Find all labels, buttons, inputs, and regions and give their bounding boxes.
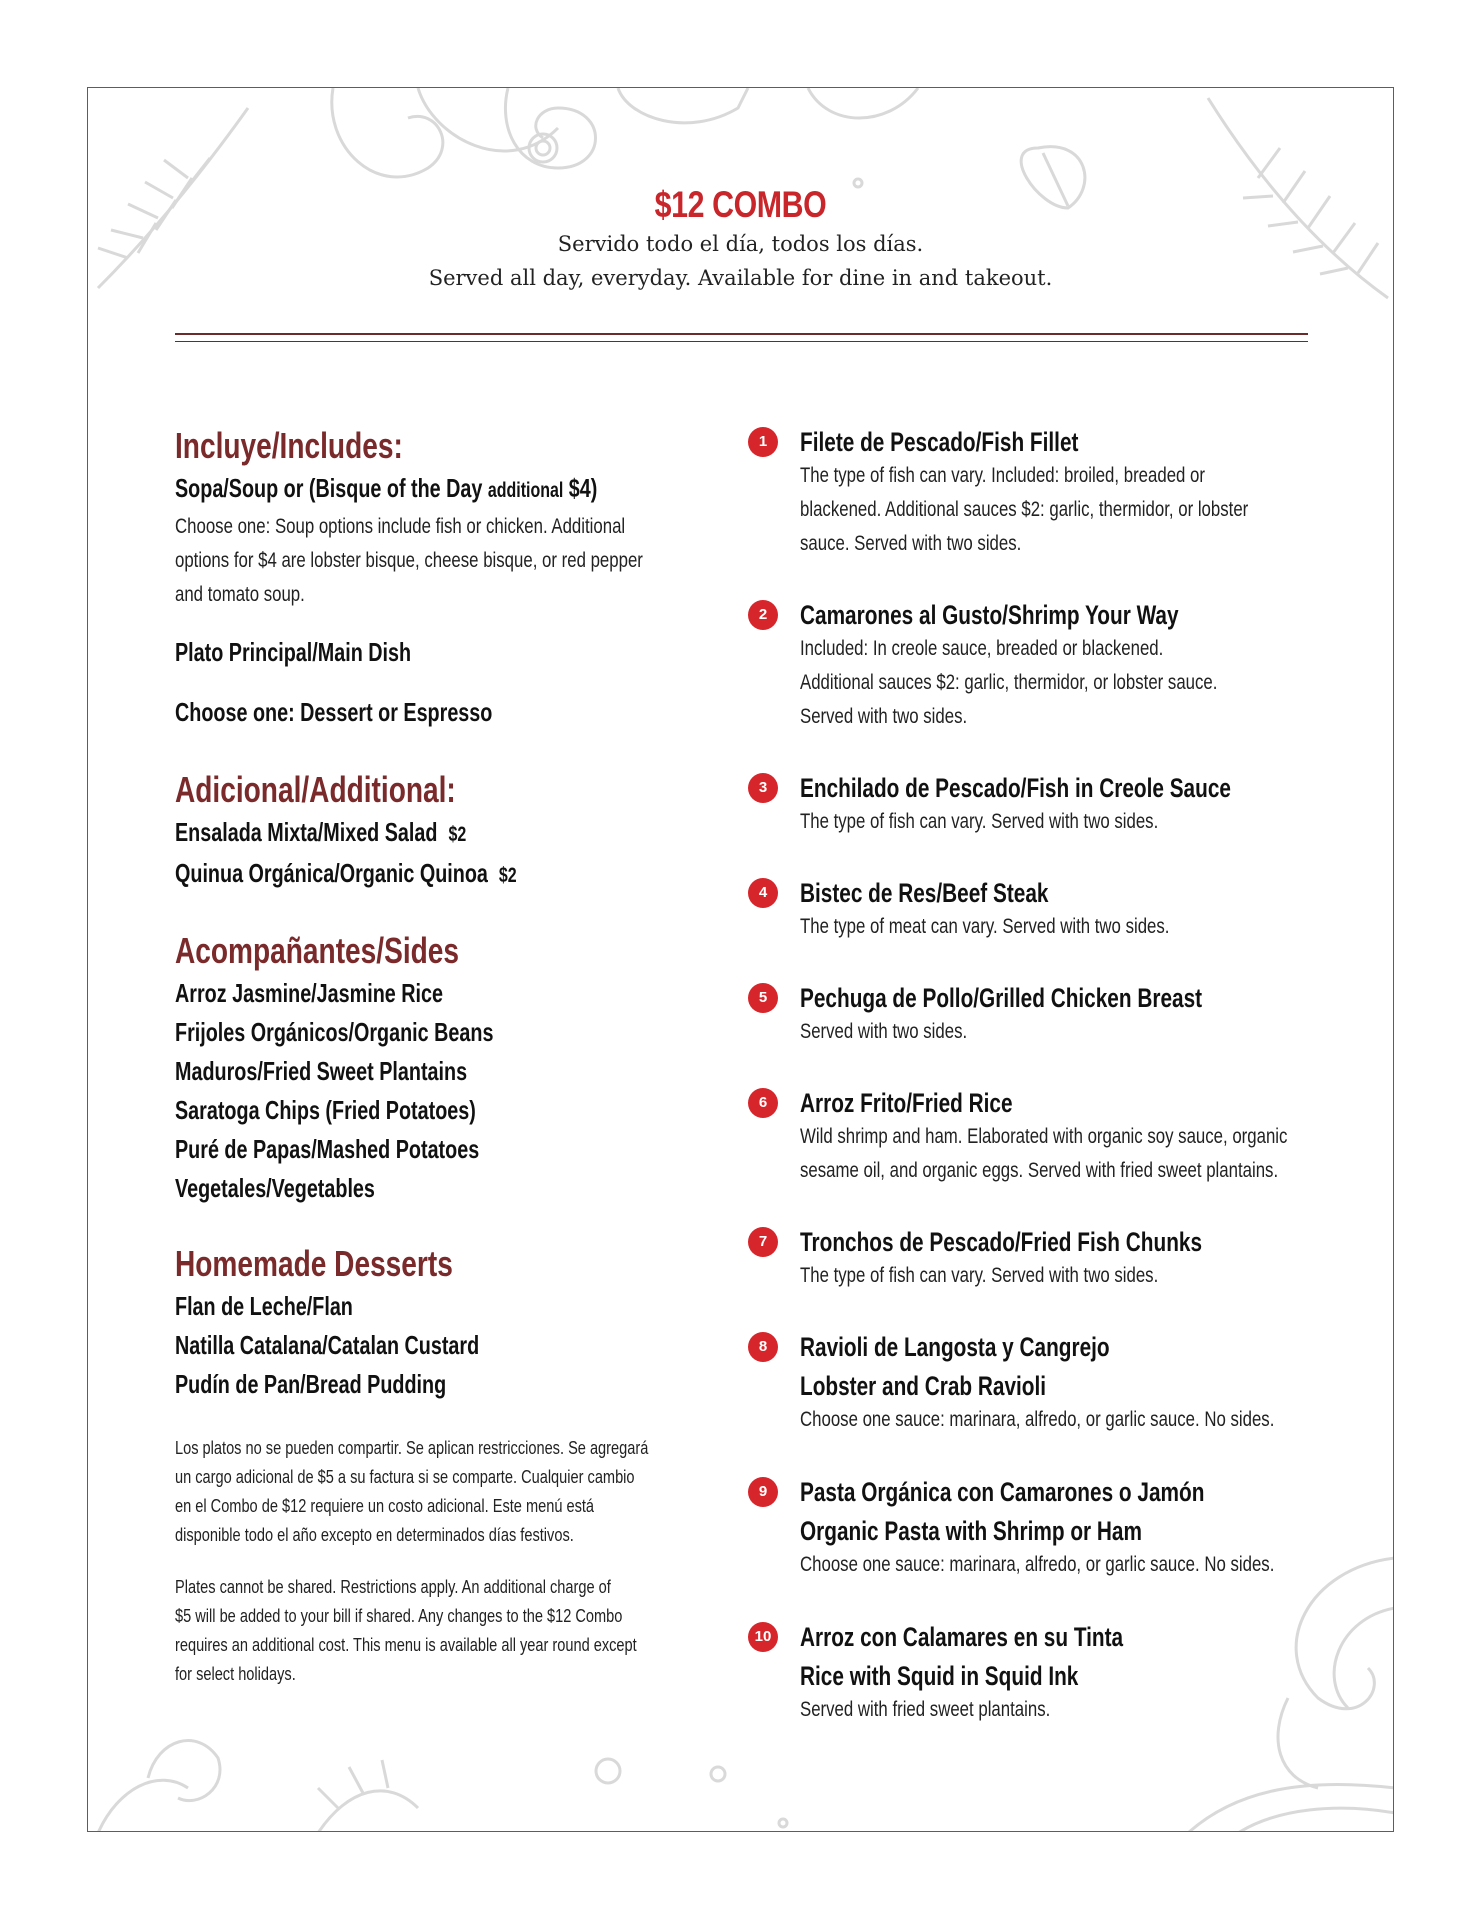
fine-print-line: disponible todo el año excepto en determinados días festivos. xyxy=(175,1525,574,1545)
menu-item-desc: The type of fish can vary. Served with two sides. xyxy=(800,1264,1159,1287)
side-item: Saratoga Chips (Fried Potatoes) xyxy=(175,1095,476,1125)
menu-item-title: Arroz con Calamares en su Tinta xyxy=(800,1622,1124,1652)
soup-title: Sopa/Soup or (Bisque of the Day additional $4) xyxy=(175,473,598,503)
item-number-badge: 10 xyxy=(748,1622,778,1652)
additional-heading: Adicional/Additional: xyxy=(175,769,456,810)
menu-item-title: Filete de Pescado/Fish Fillet xyxy=(800,427,1079,457)
fine-print-line: Los platos no se pueden compartir. Se aplican restricciones. Se agregará xyxy=(175,1438,649,1458)
dessert-choice: Choose one: Dessert or Espresso xyxy=(175,697,493,727)
menu-item-title: Rice with Squid in Squid Ink xyxy=(800,1661,1079,1691)
fine-print-english xyxy=(175,1573,715,1689)
menu-item-desc: blackened. Additional sauces $2: garlic, thermidor, or lobster xyxy=(800,498,1249,521)
item-number-badge: 9 xyxy=(748,1477,778,1507)
soup-desc-line: options for $4 are lobster bisque, cheese bisque, or red pepper xyxy=(175,549,643,572)
main-dish: Plato Principal/Main Dish xyxy=(175,637,412,667)
item-number-badge: 4 xyxy=(748,878,778,908)
menu-item-title: Tronchos de Pescado/Fried Fish Chunks xyxy=(800,1227,1203,1257)
menu-item-title: Arroz Frito/Fried Rice xyxy=(800,1088,1013,1118)
dessert-item: Flan de Leche/Flan xyxy=(175,1291,353,1321)
menu-item-title: Pasta Orgánica con Camarones o Jamón xyxy=(800,1477,1205,1507)
menu-item-desc: sauce. Served with two sides. xyxy=(800,532,1022,555)
item-number-badge: 3 xyxy=(748,773,778,803)
menu-item-desc: Additional sauces $2: garlic, thermidor, or lobster sauce. xyxy=(800,671,1218,694)
menu-item-desc: Choose one sauce: marinara, alfredo, or garlic sauce. No sides. xyxy=(800,1408,1275,1431)
soup-desc-line: Choose one: Soup options include fish or chicken. Additional xyxy=(175,515,626,538)
fine-print-line: requires an additional cost. This menu is available all year round except xyxy=(175,1635,637,1655)
header-divider-thick xyxy=(175,333,1308,335)
sides-heading: Acompañantes/Sides xyxy=(175,930,460,971)
menu-frame xyxy=(87,87,1394,1832)
menu-item-title: Enchilado de Pescado/Fish in Creole Sauce xyxy=(800,773,1231,803)
fine-print-line: for select holidays. xyxy=(175,1664,296,1684)
additional-item: Ensalada Mixta/Mixed Salad $2 xyxy=(175,817,467,847)
includes-heading: Incluye/Includes: xyxy=(175,425,403,466)
menu-item-title: Bistec de Res/Beef Steak xyxy=(800,878,1049,908)
side-item: Frijoles Orgánicos/Organic Beans xyxy=(175,1017,494,1047)
fine-print-line: Plates cannot be shared. Restrictions apply. An additional charge of xyxy=(175,1577,611,1597)
item-number-badge: 5 xyxy=(748,983,778,1013)
item-number-badge: 6 xyxy=(748,1088,778,1118)
subtitle-english: Served all day, everyday. Available for dine in and takeout. xyxy=(428,266,1053,290)
menu-item-title: Lobster and Crab Ravioli xyxy=(800,1371,1047,1401)
menu-item-desc: The type of meat can vary. Served with two sides. xyxy=(800,915,1170,938)
header-divider-thin xyxy=(175,341,1308,342)
menu-item-desc: The type of fish can vary. Served with two sides. xyxy=(800,810,1159,833)
fine-print-line: en el Combo de $12 requiere un costo adicional. Este menú está xyxy=(175,1496,595,1516)
item-number-badge: 2 xyxy=(748,600,778,630)
additional-item: Quinua Orgánica/Organic Quinoa $2 xyxy=(175,858,517,888)
desserts-heading: Homemade Desserts xyxy=(175,1243,453,1284)
side-item: Maduros/Fried Sweet Plantains xyxy=(175,1056,468,1086)
fine-print-line: $5 will be added to your bill if shared. Any changes to the $12 Combo xyxy=(175,1606,623,1626)
menu-item-desc: Served with fried sweet plantains. xyxy=(800,1698,1051,1721)
combo-title: $12 COMBO xyxy=(654,184,827,225)
menu-item-desc: The type of fish can vary. Included: broiled, breaded or xyxy=(800,464,1205,487)
menu-item-desc: Choose one sauce: marinara, alfredo, or garlic sauce. No sides. xyxy=(800,1553,1275,1576)
menu-item-desc: Served with two sides. xyxy=(800,705,968,728)
menu-item-title: Camarones al Gusto/Shrimp Your Way xyxy=(800,600,1179,630)
side-item: Vegetales/Vegetables xyxy=(175,1173,375,1203)
side-item: Puré de Papas/Mashed Potatoes xyxy=(175,1134,480,1164)
item-number-badge: 1 xyxy=(748,427,778,457)
item-number-badge: 7 xyxy=(748,1227,778,1257)
subtitle-spanish: Servido todo el día, todos los días. xyxy=(557,232,924,256)
left-column xyxy=(175,423,715,1689)
side-item: Arroz Jasmine/Jasmine Rice xyxy=(175,978,443,1008)
fine-print-spanish xyxy=(175,1434,715,1550)
dessert-item: Natilla Catalana/Catalan Custard xyxy=(175,1330,480,1360)
fine-print-line: un cargo adicional de $5 a su factura si se comparte. Cualquier cambio xyxy=(175,1467,635,1487)
menu-item-desc: Served with two sides. xyxy=(800,1020,968,1043)
menu-item-desc: Included: In creole sauce, breaded or blackened. xyxy=(800,637,1164,660)
dessert-item: Pudín de Pan/Bread Pudding xyxy=(175,1369,447,1399)
menu-item-title: Pechuga de Pollo/Grilled Chicken Breast xyxy=(800,983,1203,1013)
menu-item-title: Organic Pasta with Shrimp or Ham xyxy=(800,1516,1142,1546)
menu-item-title: Ravioli de Langosta y Cangrejo xyxy=(800,1332,1110,1362)
menu-item-desc: sesame oil, and organic eggs. Served with fried sweet plantains. xyxy=(800,1159,1279,1182)
menu-item-desc: Wild shrimp and ham. Elaborated with organic soy sauce, organic xyxy=(800,1125,1288,1148)
combo-header xyxy=(88,183,1393,295)
soup-desc-line: and tomato soup. xyxy=(175,583,305,606)
item-number-badge: 8 xyxy=(748,1332,778,1362)
